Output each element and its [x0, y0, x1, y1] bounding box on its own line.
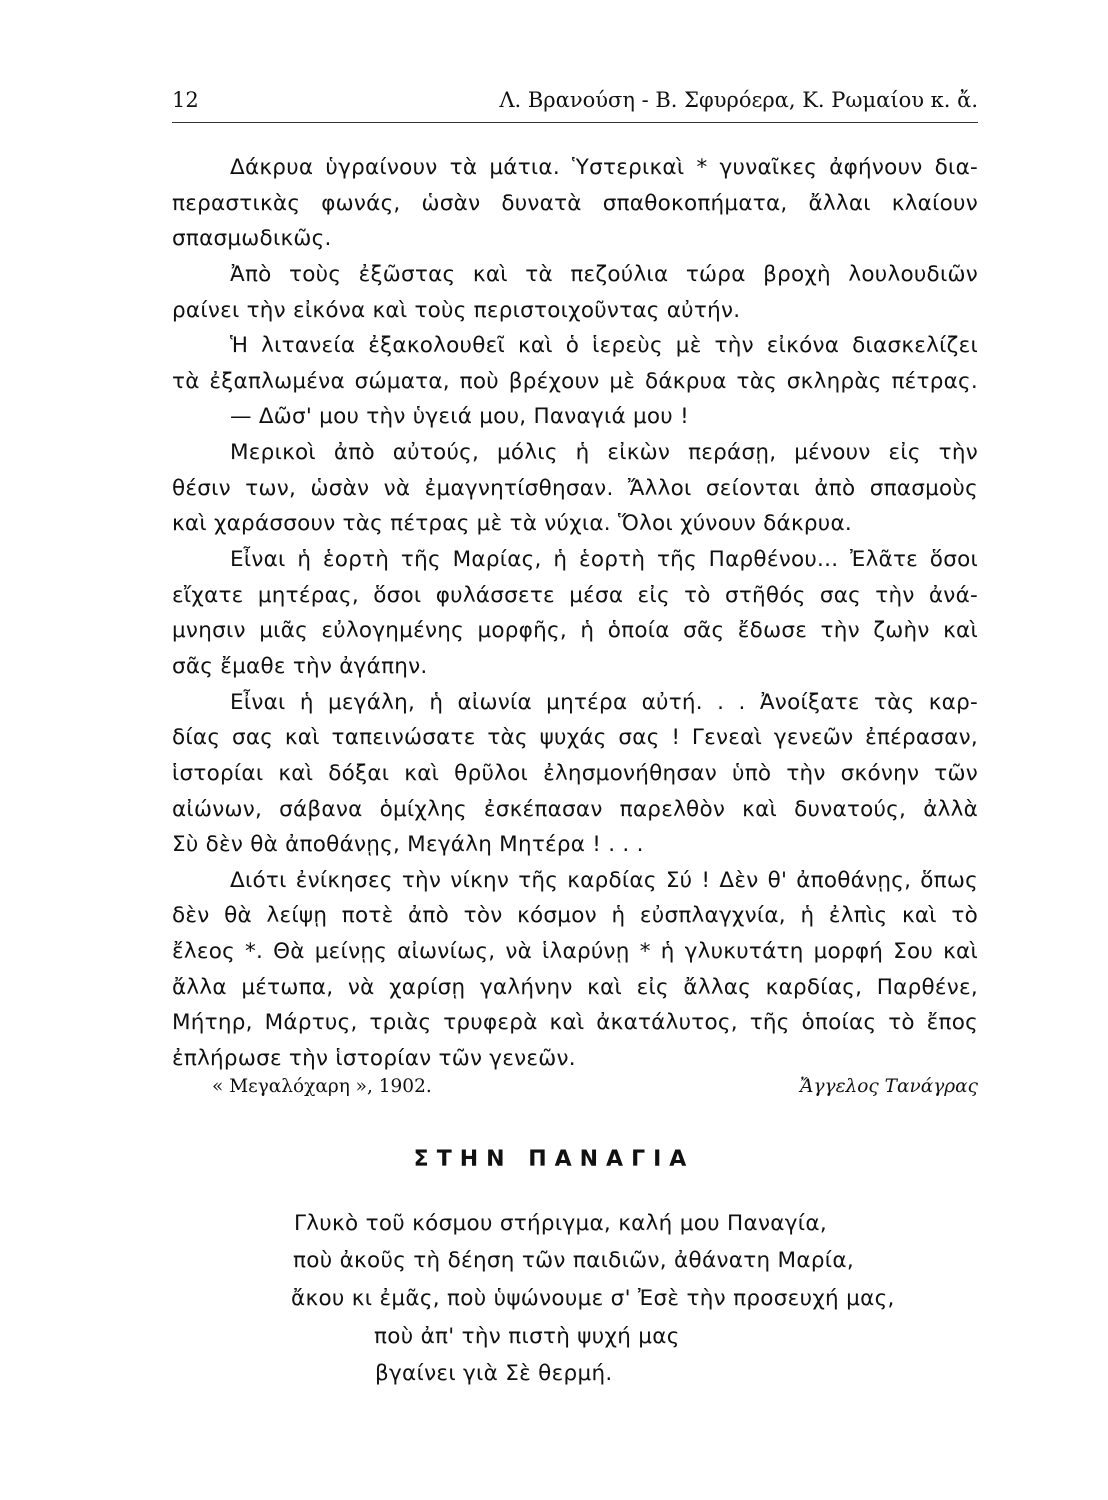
text-line: Μερικοὶ ἀπὸ αὐτούς, μόλις ἡ εἰκὼν περάσῃ, μένουν εἰς τὴν [230, 440, 978, 466]
text-line: ἱστορίαι καὶ δόξαι καὶ θρῦλοι ἐλησμονήθησαν ὑπὸ τὴν σκόνην τῶν [172, 760, 978, 786]
text-line: δὲν θὰ λείψῃ ποτὲ ἀπὸ τὸν κόσμον ἡ εὐσπλαγχνία, ἡ ἐλπὶς καὶ τὸ [172, 903, 978, 929]
text-line: εἴχατε μητέρας, ὅσοι φυλάσσετε μέσα εἰς τὸ στῆθός σας τὴν ἀνά- [172, 582, 978, 608]
source-citation: « Μεγαλόχαρη », 1902. [212, 1076, 432, 1097]
text-line: Μήτηρ, Μάρτυς, τριὰς τρυφερὰ καὶ ἀκατάλυτος, τῆς ὁποίας τὸ ἔπος [172, 1010, 978, 1036]
text-line: Εἶναι ἡ μεγάλη, ἡ αἰωνία μητέρα αὐτή. . . Ἀνοίξατε τὰς καρ- [230, 689, 978, 715]
text-line: σᾶς ἔμαθε τὴν ἀγάπην. [172, 653, 428, 679]
poem-line: ποὺ ἀκοῦς τὴ δέηση τῶν παιδιῶν, ἀθάνατη Μαρία, [293, 1248, 854, 1273]
text-line: Εἶναι ἡ ἑορτὴ τῆς Μαρίας, ἡ ἑορτὴ τῆς Παρθένου... Ἐλᾶτε ὅσοι [230, 547, 978, 573]
text-line: αἰώνων, σάβανα ὁμίχλης ἐσκέπασαν παρελθὸν καὶ δυνατούς, ἀλλὰ [172, 796, 978, 822]
text-line: Δάκρυα ὑγραίνουν τὰ μάτια. Ὑστερικαὶ * γυναῖκες ἀφήνουν δια- [230, 155, 978, 180]
text-line: καὶ χαράσσουν τὰς πέτρας μὲ τὰ νύχια. Ὅλοι χύνουν δάκρυα. [172, 511, 852, 537]
author-name: Ἄγγελος Τανάγρας [799, 1076, 978, 1097]
text-line: δίας σας καὶ ταπεινώσατε τὰς ψυχάς σας ! Γενεαὶ γενεῶν ἐπέρασαν, [172, 725, 978, 751]
page-number: 12 [172, 88, 199, 112]
text-line: μνησιν μιᾶς εὐλογημένης μορφῆς, ἡ ὁποία σᾶς ἔδωσε τὴν ζωὴν καὶ [172, 618, 978, 644]
text-line: Σὺ δὲν θὰ ἀποθάνῃς, Μεγάλη Μητέρα ! . . . [172, 832, 644, 858]
text-line: ἄλλα μέτωπα, νὰ χαρίσῃ γαλήνην καὶ εἰς ἄλλας καρδίας, Παρθένε, [172, 974, 978, 1000]
poem-line: ποὺ ἀπ' τὴν πιστὴ ψυχή μας [374, 1324, 680, 1349]
text-line: ἔλεος *. Θὰ μείνῃς αἰωνίως, νὰ ἱλαρύνῃ * ἡ γλυκυτάτη μορφή Σου καὶ [172, 939, 978, 965]
running-header [172, 82, 978, 123]
running-head-title: Λ. Βρανούση - Β. Σφυρόερα, Κ. Ρωμαίου κ. ἄ. [499, 88, 978, 112]
text-line: θέσιν των, ὡσὰν νὰ ἐμαγνητίσθησαν. Ἄλλοι σείονται ἀπὸ σπασμοὺς [172, 475, 978, 501]
poem-title: ΣΤΗΝ ΠΑΝΑΓΙΑ [413, 1147, 695, 1172]
text-line: ἐπλήρωσε τὴν ἱστορίαν τῶν γενεῶν. [172, 1046, 576, 1072]
text-line: Ἡ λιτανεία ἐξακολουθεῖ καὶ ὁ ἱερεὺς μὲ τὴν εἰκόνα διασκελίζει [230, 333, 978, 359]
prose-body [172, 150, 978, 1077]
poem-line: Γλυκὸ τοῦ κόσμου στήριγμα, καλή μου Παναγία, [294, 1211, 827, 1236]
text-line: τὰ ἐξαπλωμένα σώματα, ποὺ βρέχουν μὲ δάκρυα τὰς σκληρὰς πέτρας. [172, 368, 978, 394]
text-line: Διότι ἐνίκησες τὴν νίκην τῆς καρδίας Σύ ! Δὲν θ' ἀποθάνῃς, ὅπως [230, 867, 978, 893]
poem-line: ἄκου κι ἐμᾶς, ποὺ ὑψώνουμε σ' Ἐσὲ τὴν προσευχή μας, [291, 1286, 895, 1311]
signature-row [172, 1076, 978, 1106]
text-line: Ἀπὸ τοὺς ἐξῶστας καὶ τὰ πεζούλια τώρα βροχὴ λουλουδιῶν [230, 261, 978, 287]
text-line: ραίνει τὴν εἰκόνα καὶ τοὺς περιστοιχοῦντας αὐτήν. [172, 297, 741, 323]
text-line: περαστικὰς φωνάς, ὡσὰν δυνατὰ σπαθοκοπήματα, ἄλλαι κλαίουν [172, 190, 978, 216]
text-line: σπασμωδικῶς. [172, 226, 332, 252]
text-line: — Δῶσ' μου τὴν ὑγειά μου, Παναγιά μου ! [230, 404, 689, 430]
poem-line: βγαίνει γιὰ Σὲ θερμή. [375, 1361, 613, 1386]
